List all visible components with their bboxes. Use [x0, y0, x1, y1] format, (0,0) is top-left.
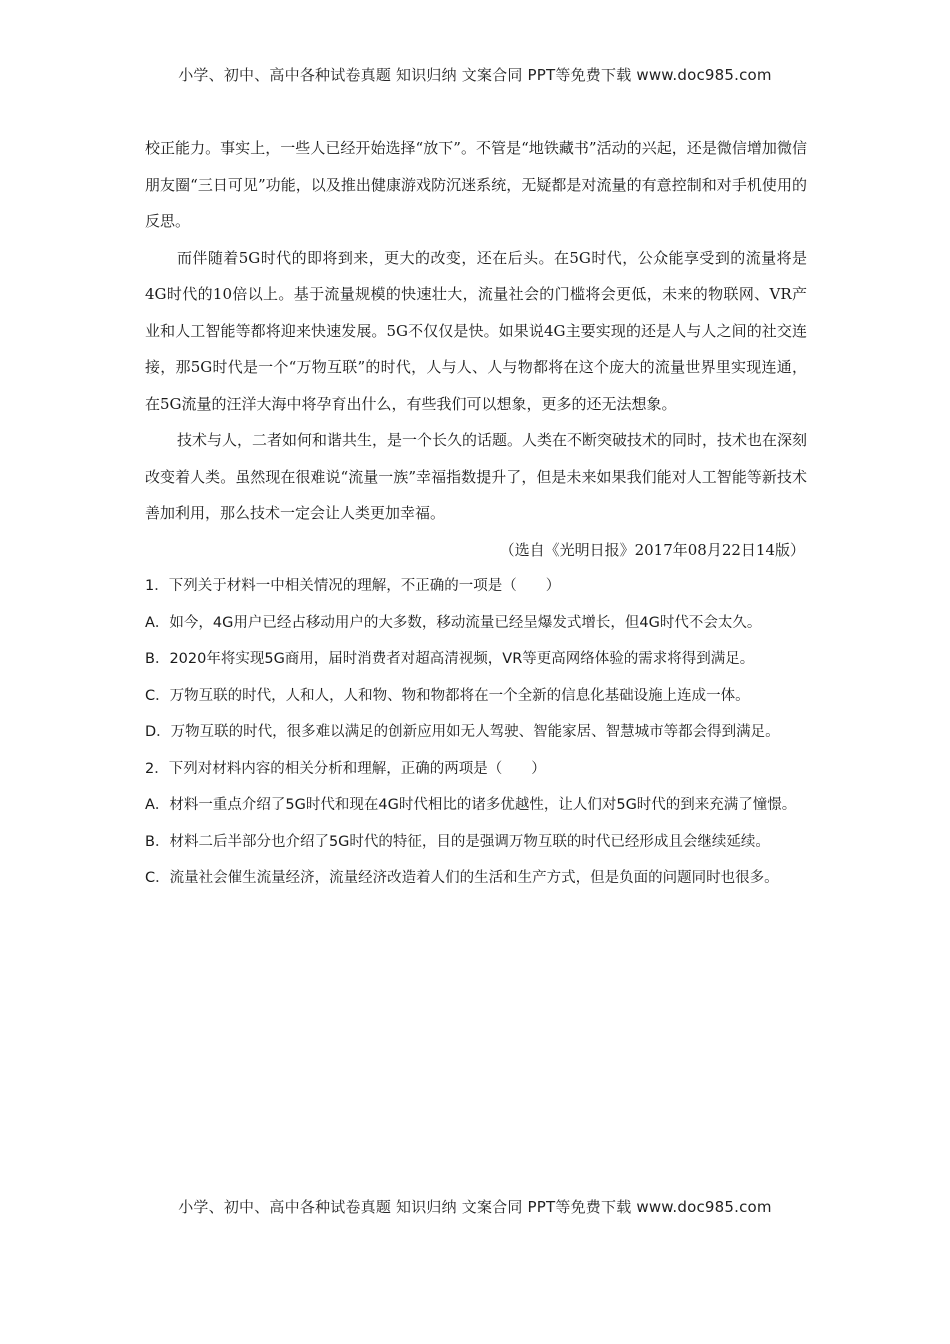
article-paragraph: 技术与人，二者如何和谐共生，是一个长久的话题。人类在不断突破技术的同时，技术也在深刻改变着人类。虽然现在很难说“流量一族”幸福指数提升了，但是未来如果我们能对人工智能等新技术善加利用，那么技术一定会让人类更加幸福。	[145, 431, 808, 522]
question-option: B．材料二后半部分也介绍了5G时代的特征，目的是强调万物互联的时代已经形成且会继续延续。	[145, 833, 770, 850]
question-stem: 1．下列关于材料一中相关情况的理解，不正确的一项是（ ）	[145, 578, 561, 594]
question-option: C．流量社会催生流量经济，流量经济改造着人们的生活和生产方式，但是负面的问题同时也很多。	[145, 870, 779, 886]
header-banner: 小学、初中、高中各种试卷真题 知识归纳 文案合同 PPT等免费下载 www.doc985.com	[178, 66, 772, 84]
question-option: A．如今，4G用户已经占移动用户的大多数，移动流量已经呈爆发式增长，但4G时代不会太久。	[145, 614, 762, 631]
question-option: D．万物互联的时代，很多难以满足的创新应用如无人驾驶、智能家居、智慧城市等都会得到满足。	[145, 724, 780, 740]
question-stem: 2．下列对材料内容的相关分析和理解，正确的两项是（ ）	[145, 760, 546, 777]
page-content	[145, 130, 807, 897]
article-source: （选自《光明日报》2017年08月22日14版）	[499, 540, 805, 559]
question-option: B．2020年将实现5G商用，届时消费者对超高清视频，VR等更高网络体验的需求将得到满足。	[145, 651, 755, 667]
question-option: A．材料一重点介绍了5G时代和现在4G时代相比的诸多优越性，让人们对5G时代的到来充满了憧憬。	[145, 797, 797, 813]
question-option: C．万物互联的时代，人和人，人和物、物和物都将在一个全新的信息化基础设施上连成一体。	[145, 687, 750, 704]
article-paragraph: 而伴随着5G时代的即将到来，更大的改变，还在后头。在5G时代，公众能享受到的流量将是4G时代的10倍以上。基于流量规模的快速壮大，流量社会的门槛将会更低，未来的物联网、VR产业和人工智能等都将迎来快速发展。5G不仅仅是快。如果说4G主要实现的还是人与人之间的社交连接，那5G时代是一个“万物互联”的时代，人与人、人与物都将在这个庞大的流量世界里实现连通，在5G流量的汪洋大海中将孕育出什么，有些我们可以想象，更多的还无法想象。	[145, 248, 807, 413]
article-paragraph: 校正能力。事实上，一些人已经开始选择“放下”。不管是“地铁藏书”活动的兴起，还是微信增加微信朋友圈“三日可见”功能，以及推出健康游戏防沉迷系统，无疑都是对流量的有意控制和对手机使用的反思。	[145, 139, 807, 230]
footer-banner: 小学、初中、高中各种试卷真题 知识归纳 文案合同 PPT等免费下载 www.doc985.com	[178, 1198, 772, 1216]
